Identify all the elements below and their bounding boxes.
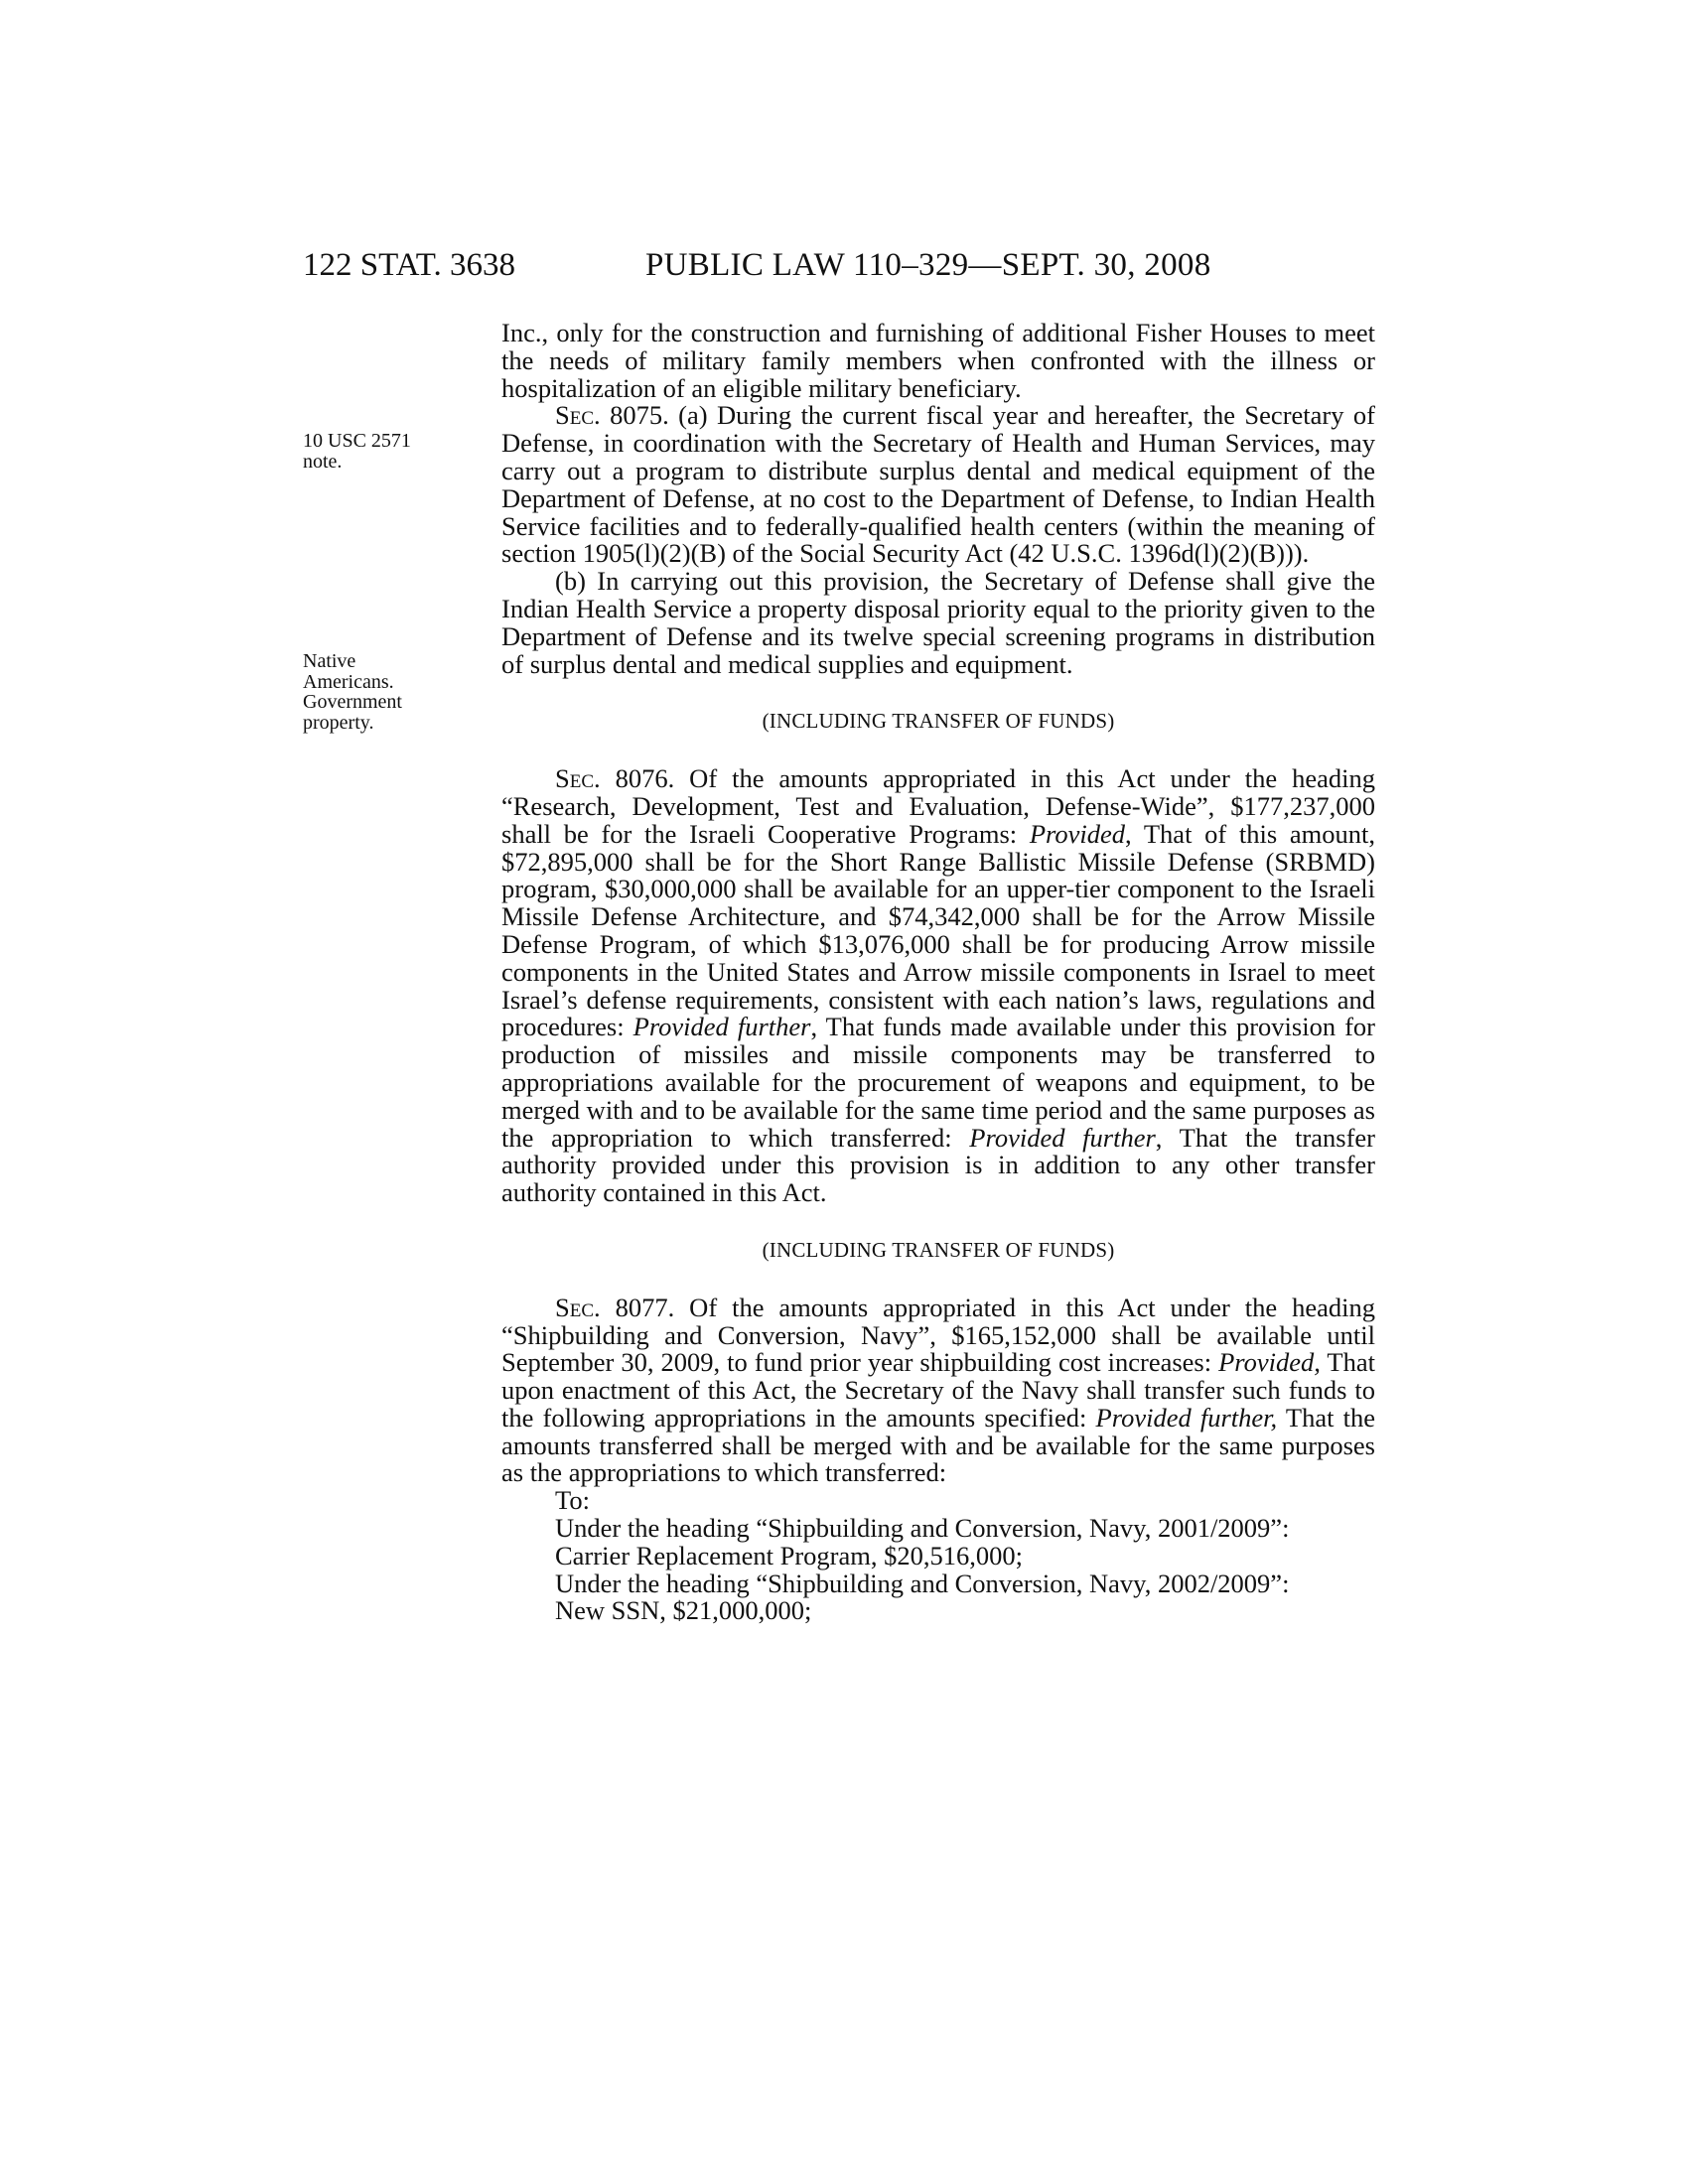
transfer-to: To: bbox=[555, 1485, 590, 1516]
page-header bbox=[303, 245, 1375, 285]
transfer-item-ssn: New SSN, $21,000,000; bbox=[555, 1595, 812, 1626]
section-text: 8075. (a) During the current fiscal year and hereafter, the Secretary of Defense, in coordination with the Secretary of Health and Human Services, may carry out a program to distribute surplus dental and medical equipment of the Department of Defense, at no cost to the Department of Defense, to Indian Health Service facilities and to federally-qualified health centers (within the meaning of section 1905(l)(2)(B) of the Social Security Act (42 U.S.C. 1396d(l)(2)(B))). bbox=[501, 400, 1376, 569]
section-text: That upon enactment of this Act, the Secretary of the Navy shall transfer such funds to the following appropriations in the amounts specified: bbox=[501, 1347, 1375, 1433]
section-8077 bbox=[501, 1292, 1375, 1488]
sec-label: Sec. bbox=[555, 763, 601, 794]
margin-note-usc bbox=[303, 431, 452, 472]
margin-note-line: Americans. bbox=[303, 670, 394, 693]
section-heading-transfer: (INCLUDING TRANSFER OF FUNDS) bbox=[762, 709, 1115, 734]
proviso: Provided, bbox=[1218, 1347, 1321, 1378]
body-text bbox=[501, 320, 1375, 1625]
section-8075-b: (b) In carrying out this provision, the Secretary of Defense shall give the Indian Health Service a property disposal priority equal to the priority given to the Department of Defense and its twelve special screening programs in distribution of surplus dental and medical supplies and equipment. bbox=[501, 566, 1375, 679]
stat-citation: 122 STAT. 3638 bbox=[303, 247, 516, 283]
margin-note-line: Government bbox=[303, 691, 402, 713]
section-text: 8077. Of the amounts appropriated in this Act under the heading “Shipbuilding and Conversion, Navy”, $165,152,000 shall be available until September 30, 2009, to fund prior year shipbuilding cost increases: bbox=[501, 1292, 1375, 1378]
section-text: That the amounts transferred shall be merged with and be available for the same purposes as the appropriations to which transferred: bbox=[501, 1402, 1375, 1488]
public-law-title: PUBLIC LAW 110–329—SEPT. 30, 2008 bbox=[645, 247, 1211, 283]
transfer-heading-2001: Under the heading “Shipbuilding and Conversion, Navy, 2001/2009”: bbox=[555, 1513, 1290, 1544]
proviso: Provided further bbox=[633, 1012, 811, 1042]
section-8075-a bbox=[501, 402, 1375, 568]
transfer-heading-2002: Under the heading “Shipbuilding and Conversion, Navy, 2002/2009”: bbox=[555, 1568, 1290, 1598]
section-8076 bbox=[501, 765, 1375, 1207]
sec-label: Sec. bbox=[555, 1292, 601, 1322]
section-text: , That the transfer authority provided under this provision is in addition to any other transfer authority contained in this Act. bbox=[501, 1122, 1375, 1208]
paragraph-continued: Inc., only for the construction and furnishing of additional Fisher Houses to meet the needs of military family members when confronted with the illness or hospitalization of an eligible military beneficiary. bbox=[501, 318, 1375, 403]
margin-note-native-americans bbox=[303, 651, 452, 733]
margin-note-line: note. bbox=[303, 450, 343, 473]
margin-note-line: Native bbox=[303, 650, 356, 672]
section-text: , That funds made available under this provision for production of missiles and missile components may be transferred to appropriations available for the procurement of weapons and equipment, to be merged with and to be available for the same time period and the same purposes as the appropriation to which transferred: bbox=[501, 1012, 1375, 1153]
transfer-item-carrier: Carrier Replacement Program, $20,516,000; bbox=[555, 1540, 1023, 1570]
margin-note-line: property. bbox=[303, 711, 374, 734]
proviso: Provided further bbox=[969, 1122, 1156, 1153]
section-text: , That of this amount, $72,895,000 shall be for the Short Range Ballistic Missile Defense (SRBMD) program, $30,000,000 shall be available for an upper-tier component to the Israeli Missile Defense Architecture, and $74,342,000 shall be for the Arrow Missile Defense Program, of which $13,076,000 shall be for producing Arrow missile components in the United States and Arrow missile components in Israel to meet Israel’s defense requirements, consistent with each nation’s laws, regulations and procedures: bbox=[501, 818, 1375, 1042]
proviso: Provided bbox=[1029, 818, 1126, 849]
sec-label: Sec. bbox=[555, 400, 601, 431]
section-heading-transfer: (INCLUDING TRANSFER OF FUNDS) bbox=[762, 1237, 1115, 1262]
proviso: Provided further, bbox=[1095, 1402, 1278, 1433]
margin-note-line: 10 USC 2571 bbox=[303, 430, 411, 452]
section-text: 8076. Of the amounts appropriated in this Act under the heading “Research, Development, Test and Evaluation, Defense-Wide”, $177,237,000 shall be for the Israeli Cooperative Programs: bbox=[501, 763, 1375, 849]
